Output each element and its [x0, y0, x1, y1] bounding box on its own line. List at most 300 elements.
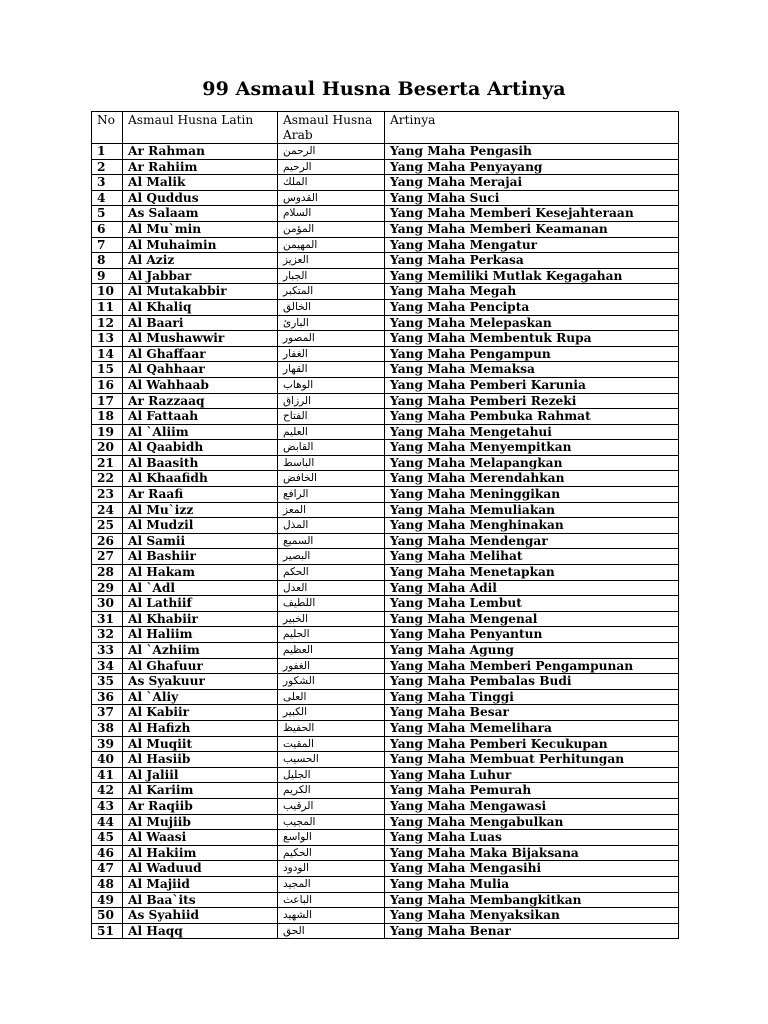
- table-row: [92, 502, 679, 518]
- table-row: [92, 689, 679, 705]
- cell-meaning: Yang Maha Merendahkan: [385, 471, 679, 487]
- arabic-text: اللطيف: [283, 597, 316, 610]
- table-row: [92, 206, 679, 222]
- arabic-text: البارئ: [283, 316, 309, 329]
- arabic-text: الشكور: [283, 675, 315, 688]
- cell-arabic-name: [278, 705, 385, 721]
- arabic-text: المصور: [283, 332, 315, 345]
- cell-meaning: Yang Maha Penyantun: [385, 627, 679, 643]
- cell-latin-name: Al Mu`izz: [123, 502, 278, 518]
- table-row: [92, 253, 679, 269]
- arabic-text: الحليم: [283, 628, 310, 641]
- arabic-text: المتكبر: [283, 285, 314, 298]
- cell-latin-name: Al Baasith: [123, 455, 278, 471]
- cell-meaning: Yang Maha Mendengar: [385, 533, 679, 549]
- cell-latin-name: As Syahiid: [123, 908, 278, 924]
- cell-meaning: Yang Maha Mengasihi: [385, 861, 679, 877]
- cell-arabic-name: [278, 845, 385, 861]
- cell-latin-name: Al Quddus: [123, 190, 278, 206]
- cell-arabic-name: [278, 643, 385, 659]
- arabic-text: الرزاق: [283, 394, 312, 407]
- cell-latin-name: Al Mu`min: [123, 221, 278, 237]
- cell-no: 1: [92, 144, 123, 160]
- cell-latin-name: Al `Aliy: [123, 689, 278, 705]
- cell-latin-name: Al Waasi: [123, 830, 278, 846]
- table-row: [92, 362, 679, 378]
- cell-arabic-name: [278, 814, 385, 830]
- arabic-text: الحق: [283, 924, 305, 937]
- table-row: [92, 783, 679, 799]
- arabic-text: الخافض: [283, 472, 317, 485]
- cell-no: 35: [92, 674, 123, 690]
- cell-arabic-name: [278, 393, 385, 409]
- cell-meaning: Yang Maha Menghinakan: [385, 518, 679, 534]
- cell-latin-name: Al Aziz: [123, 253, 278, 269]
- cell-arabic-name: [278, 876, 385, 892]
- table-row: [92, 923, 679, 939]
- cell-arabic-name: [278, 611, 385, 627]
- cell-no: 38: [92, 720, 123, 736]
- cell-no: 4: [92, 190, 123, 206]
- cell-no: 3: [92, 175, 123, 191]
- cell-no: 49: [92, 892, 123, 908]
- cell-no: 31: [92, 611, 123, 627]
- cell-latin-name: Al Lathiif: [123, 596, 278, 612]
- arabic-text: الحفيظ: [283, 721, 315, 734]
- table-row: [92, 299, 679, 315]
- arabic-text: الجبار: [283, 269, 308, 282]
- table-row: [92, 658, 679, 674]
- arabic-text: الحكيم: [283, 846, 312, 859]
- cell-arabic-name: [278, 767, 385, 783]
- cell-arabic-name: [278, 736, 385, 752]
- arabic-text: الحسيب: [283, 753, 319, 766]
- cell-latin-name: Al Waduud: [123, 861, 278, 877]
- cell-meaning: Yang Maha Perkasa: [385, 253, 679, 269]
- cell-meaning: Yang Maha Menetapkan: [385, 565, 679, 581]
- cell-no: 34: [92, 658, 123, 674]
- cell-arabic-name: [278, 923, 385, 939]
- table-row: [92, 315, 679, 331]
- header-arab: Asmaul Husna Arab: [278, 112, 385, 144]
- table-row: [92, 190, 679, 206]
- arabic-text: الجليل: [283, 768, 311, 781]
- arabic-text: الخبير: [283, 612, 309, 625]
- table-row: [92, 518, 679, 534]
- arabic-text: السلام: [283, 207, 312, 220]
- arabic-text: البصير: [283, 550, 311, 563]
- table-row: [92, 221, 679, 237]
- cell-latin-name: Al Muhaimin: [123, 237, 278, 253]
- cell-no: 5: [92, 206, 123, 222]
- cell-arabic-name: [278, 377, 385, 393]
- table-row: [92, 237, 679, 253]
- cell-latin-name: Al Baa`its: [123, 892, 278, 908]
- table-row: [92, 580, 679, 596]
- cell-meaning: Yang Maha Menyempitkan: [385, 440, 679, 456]
- cell-no: 50: [92, 908, 123, 924]
- cell-latin-name: Al Muqiit: [123, 736, 278, 752]
- cell-arabic-name: [278, 362, 385, 378]
- cell-latin-name: Al Samii: [123, 533, 278, 549]
- arabic-text: الخالق: [283, 300, 312, 313]
- cell-meaning: Yang Maha Membuat Perhitungan: [385, 752, 679, 768]
- cell-no: 47: [92, 861, 123, 877]
- cell-no: 7: [92, 237, 123, 253]
- cell-latin-name: As Salaam: [123, 206, 278, 222]
- cell-latin-name: Al Mudzil: [123, 518, 278, 534]
- cell-latin-name: Al Khaliq: [123, 299, 278, 315]
- cell-no: 41: [92, 767, 123, 783]
- cell-meaning: Yang Maha Mengenal: [385, 611, 679, 627]
- cell-latin-name: Al Ghafuur: [123, 658, 278, 674]
- cell-latin-name: Ar Raafi: [123, 487, 278, 503]
- table-row: [92, 861, 679, 877]
- arabic-text: المعز: [283, 503, 307, 516]
- header-artinya: Artinya: [385, 112, 679, 144]
- arabic-text: المقيت: [283, 737, 314, 750]
- cell-latin-name: Al `Azhiim: [123, 643, 278, 659]
- cell-no: 28: [92, 565, 123, 581]
- cell-no: 44: [92, 814, 123, 830]
- cell-arabic-name: [278, 830, 385, 846]
- cell-no: 2: [92, 159, 123, 175]
- cell-meaning: Yang Maha Melepaskan: [385, 315, 679, 331]
- header-no: No: [92, 112, 123, 144]
- cell-arabic-name: [278, 253, 385, 269]
- cell-latin-name: Al Fattaah: [123, 409, 278, 425]
- arabic-text: الغفور: [283, 659, 310, 672]
- arabic-text: العدل: [283, 581, 308, 594]
- cell-no: 22: [92, 471, 123, 487]
- cell-arabic-name: [278, 720, 385, 736]
- cell-latin-name: Al Qaabidh: [123, 440, 278, 456]
- table-row: [92, 596, 679, 612]
- cell-latin-name: Al Khaafidh: [123, 471, 278, 487]
- cell-no: 32: [92, 627, 123, 643]
- cell-no: 10: [92, 284, 123, 300]
- table-row: [92, 674, 679, 690]
- cell-meaning: Yang Maha Penyayang: [385, 159, 679, 175]
- cell-no: 36: [92, 689, 123, 705]
- table-row: [92, 736, 679, 752]
- cell-arabic-name: [278, 658, 385, 674]
- cell-arabic-name: [278, 471, 385, 487]
- cell-latin-name: Al Jabbar: [123, 268, 278, 284]
- table-row: [92, 471, 679, 487]
- cell-no: 45: [92, 830, 123, 846]
- cell-meaning: Yang Maha Pencipta: [385, 299, 679, 315]
- table-row: [92, 643, 679, 659]
- table-row: [92, 487, 679, 503]
- table-row: [92, 268, 679, 284]
- cell-no: 42: [92, 783, 123, 799]
- cell-no: 25: [92, 518, 123, 534]
- cell-no: 6: [92, 221, 123, 237]
- cell-meaning: Yang Maha Mengawasi: [385, 798, 679, 814]
- table-row: [92, 767, 679, 783]
- cell-latin-name: Al Baari: [123, 315, 278, 331]
- table-row: [92, 845, 679, 861]
- cell-arabic-name: [278, 440, 385, 456]
- table-row: [92, 175, 679, 191]
- arabic-text: الكريم: [283, 784, 311, 797]
- cell-latin-name: Ar Razzaaq: [123, 393, 278, 409]
- arabic-text: الحكم: [283, 566, 309, 579]
- cell-latin-name: Al Hasiib: [123, 752, 278, 768]
- cell-no: 12: [92, 315, 123, 331]
- table-row: [92, 830, 679, 846]
- cell-meaning: Yang Maha Melihat: [385, 549, 679, 565]
- table-row: [92, 393, 679, 409]
- arabic-text: الملك: [283, 176, 308, 189]
- table-row: [92, 908, 679, 924]
- cell-arabic-name: [278, 455, 385, 471]
- cell-latin-name: Al Qahhaar: [123, 362, 278, 378]
- document-title: 99 Asmaul Husna Beserta Artinya: [202, 78, 566, 100]
- cell-meaning: Yang Maha Agung: [385, 643, 679, 659]
- cell-latin-name: Ar Raqiib: [123, 798, 278, 814]
- cell-meaning: Yang Maha Menyaksikan: [385, 908, 679, 924]
- cell-meaning: Yang Maha Pemberi Kecukupan: [385, 736, 679, 752]
- cell-meaning: Yang Maha Mulia: [385, 876, 679, 892]
- cell-arabic-name: [278, 206, 385, 222]
- cell-meaning: Yang Maha Tinggi: [385, 689, 679, 705]
- cell-arabic-name: [278, 502, 385, 518]
- cell-latin-name: Al `Adl: [123, 580, 278, 596]
- cell-arabic-name: [278, 908, 385, 924]
- cell-meaning: Yang Maha Membangkitkan: [385, 892, 679, 908]
- cell-meaning: Yang Memiliki Mutlak Kegagahan: [385, 268, 679, 284]
- cell-latin-name: As Syakuur: [123, 674, 278, 690]
- arabic-text: المجيد: [283, 877, 311, 890]
- cell-no: 40: [92, 752, 123, 768]
- cell-latin-name: Al Haqq: [123, 923, 278, 939]
- cell-meaning: Yang Maha Pengampun: [385, 346, 679, 362]
- table-row: [92, 549, 679, 565]
- cell-meaning: Yang Maha Pemberi Karunia: [385, 377, 679, 393]
- cell-meaning: Yang Maha Adil: [385, 580, 679, 596]
- cell-meaning: Yang Maha Memberi Pengampunan: [385, 658, 679, 674]
- table-row: [92, 752, 679, 768]
- arabic-text: الفتاح: [283, 410, 308, 423]
- cell-arabic-name: [278, 190, 385, 206]
- cell-arabic-name: [278, 284, 385, 300]
- table-row: [92, 331, 679, 347]
- cell-meaning: Yang Maha Pengasih: [385, 144, 679, 160]
- table-row: [92, 377, 679, 393]
- cell-latin-name: Al Majiid: [123, 876, 278, 892]
- arabic-text: المهيمن: [283, 238, 318, 251]
- arabic-text: القابض: [283, 441, 314, 454]
- cell-no: 19: [92, 424, 123, 440]
- arabic-text: الكبير: [283, 706, 308, 719]
- cell-no: 37: [92, 705, 123, 721]
- cell-meaning: Yang Maha Pemberi Rezeki: [385, 393, 679, 409]
- cell-arabic-name: [278, 533, 385, 549]
- arabic-text: القدوس: [283, 191, 318, 204]
- cell-arabic-name: [278, 237, 385, 253]
- cell-no: 17: [92, 393, 123, 409]
- cell-no: 13: [92, 331, 123, 347]
- cell-arabic-name: [278, 674, 385, 690]
- table-row: [92, 144, 679, 160]
- cell-arabic-name: [278, 409, 385, 425]
- arabic-text: المؤمن: [283, 222, 315, 235]
- arabic-text: المذل: [283, 519, 309, 532]
- cell-latin-name: Al Mujiib: [123, 814, 278, 830]
- cell-meaning: Yang Maha Pembalas Budi: [385, 674, 679, 690]
- cell-no: 39: [92, 736, 123, 752]
- arabic-text: العزيز: [283, 254, 309, 267]
- cell-arabic-name: [278, 596, 385, 612]
- cell-meaning: Yang Maha Besar: [385, 705, 679, 721]
- cell-meaning: Yang Maha Luas: [385, 830, 679, 846]
- arabic-text: العظيم: [283, 644, 313, 656]
- cell-arabic-name: [278, 175, 385, 191]
- cell-arabic-name: [278, 798, 385, 814]
- cell-arabic-name: [278, 861, 385, 877]
- cell-meaning: Yang Maha Memberi Kesejahteraan: [385, 206, 679, 222]
- cell-arabic-name: [278, 565, 385, 581]
- cell-latin-name: Al Khabiir: [123, 611, 278, 627]
- cell-no: 43: [92, 798, 123, 814]
- cell-arabic-name: [278, 346, 385, 362]
- cell-meaning: Yang Maha Pembuka Rahmat: [385, 409, 679, 425]
- cell-no: 16: [92, 377, 123, 393]
- cell-arabic-name: [278, 580, 385, 596]
- cell-latin-name: Ar Rahiim: [123, 159, 278, 175]
- cell-meaning: Yang Maha Maka Bijaksana: [385, 845, 679, 861]
- cell-meaning: Yang Maha Meninggikan: [385, 487, 679, 503]
- cell-arabic-name: [278, 783, 385, 799]
- table-row: [92, 892, 679, 908]
- cell-meaning: Yang Maha Merajai: [385, 175, 679, 191]
- arabic-text: القهار: [283, 363, 308, 376]
- cell-no: 24: [92, 502, 123, 518]
- arabic-text: الشهيد: [283, 909, 313, 922]
- cell-arabic-name: [278, 892, 385, 908]
- cell-no: 46: [92, 845, 123, 861]
- cell-no: 30: [92, 596, 123, 612]
- cell-meaning: Yang Maha Lembut: [385, 596, 679, 612]
- cell-latin-name: Al Haliim: [123, 627, 278, 643]
- cell-no: 29: [92, 580, 123, 596]
- cell-arabic-name: [278, 752, 385, 768]
- cell-latin-name: Al Ghaffaar: [123, 346, 278, 362]
- cell-latin-name: Al Mushawwir: [123, 331, 278, 347]
- cell-no: 21: [92, 455, 123, 471]
- table-row: [92, 876, 679, 892]
- cell-arabic-name: [278, 424, 385, 440]
- table-header-row: [92, 112, 679, 144]
- cell-meaning: Yang Maha Luhur: [385, 767, 679, 783]
- table-row: [92, 533, 679, 549]
- cell-latin-name: Al Hakam: [123, 565, 278, 581]
- table-row: [92, 627, 679, 643]
- cell-no: 23: [92, 487, 123, 503]
- table-row: [92, 284, 679, 300]
- arabic-text: الودود: [283, 862, 309, 875]
- cell-latin-name: Al Malik: [123, 175, 278, 191]
- cell-no: 15: [92, 362, 123, 378]
- cell-arabic-name: [278, 487, 385, 503]
- cell-no: 33: [92, 643, 123, 659]
- cell-no: 14: [92, 346, 123, 362]
- cell-arabic-name: [278, 549, 385, 565]
- cell-latin-name: Al Bashiir: [123, 549, 278, 565]
- arabic-text: الباعث: [283, 893, 313, 906]
- cell-no: 48: [92, 876, 123, 892]
- table-row: [92, 798, 679, 814]
- cell-latin-name: Ar Rahman: [123, 144, 278, 160]
- arabic-text: العلى: [283, 690, 307, 703]
- cell-meaning: Yang Maha Melapangkan: [385, 455, 679, 471]
- table-row: [92, 440, 679, 456]
- cell-meaning: Yang Maha Memaksa: [385, 362, 679, 378]
- cell-latin-name: Al Jaliil: [123, 767, 278, 783]
- cell-no: 9: [92, 268, 123, 284]
- cell-no: 51: [92, 923, 123, 939]
- arabic-text: السميع: [283, 534, 314, 547]
- arabic-text: الغفار: [283, 347, 308, 360]
- arabic-text: الرحمن: [283, 145, 316, 157]
- cell-latin-name: Al Wahhaab: [123, 377, 278, 393]
- table-row: [92, 565, 679, 581]
- cell-meaning: Yang Maha Mengabulkan: [385, 814, 679, 830]
- arabic-text: الرافع: [283, 488, 309, 501]
- cell-meaning: Yang Maha Benar: [385, 923, 679, 939]
- arabic-text: الرحيم: [283, 160, 312, 173]
- cell-no: 18: [92, 409, 123, 425]
- cell-arabic-name: [278, 159, 385, 175]
- cell-arabic-name: [278, 331, 385, 347]
- cell-meaning: Yang Maha Memelihara: [385, 720, 679, 736]
- cell-meaning: Yang Maha Mengetahui: [385, 424, 679, 440]
- cell-meaning: Yang Maha Pemurah: [385, 783, 679, 799]
- cell-arabic-name: [278, 315, 385, 331]
- cell-latin-name: Al Kariim: [123, 783, 278, 799]
- cell-meaning: Yang Maha Memberi Keamanan: [385, 221, 679, 237]
- header-latin: Asmaul Husna Latin: [123, 112, 278, 144]
- table-row: [92, 346, 679, 362]
- table-row: [92, 720, 679, 736]
- arabic-text: الوهاب: [283, 378, 314, 391]
- table-row: [92, 409, 679, 425]
- cell-arabic-name: [278, 627, 385, 643]
- table-row: [92, 424, 679, 440]
- cell-latin-name: Al `Aliim: [123, 424, 278, 440]
- cell-meaning: Yang Maha Memuliakan: [385, 502, 679, 518]
- asmaul-husna-table: [91, 111, 679, 939]
- cell-no: 20: [92, 440, 123, 456]
- arabic-text: العليم: [283, 425, 308, 438]
- cell-no: 26: [92, 533, 123, 549]
- cell-meaning: Yang Maha Membentuk Rupa: [385, 331, 679, 347]
- cell-no: 8: [92, 253, 123, 269]
- cell-latin-name: Al Mutakabbir: [123, 284, 278, 300]
- cell-meaning: Yang Maha Suci: [385, 190, 679, 206]
- table-row: [92, 814, 679, 830]
- cell-arabic-name: [278, 268, 385, 284]
- cell-no: 27: [92, 549, 123, 565]
- cell-latin-name: Al Hakiim: [123, 845, 278, 861]
- cell-arabic-name: [278, 144, 385, 160]
- cell-arabic-name: [278, 518, 385, 534]
- cell-meaning: Yang Maha Megah: [385, 284, 679, 300]
- cell-arabic-name: [278, 689, 385, 705]
- table-body: [92, 144, 679, 939]
